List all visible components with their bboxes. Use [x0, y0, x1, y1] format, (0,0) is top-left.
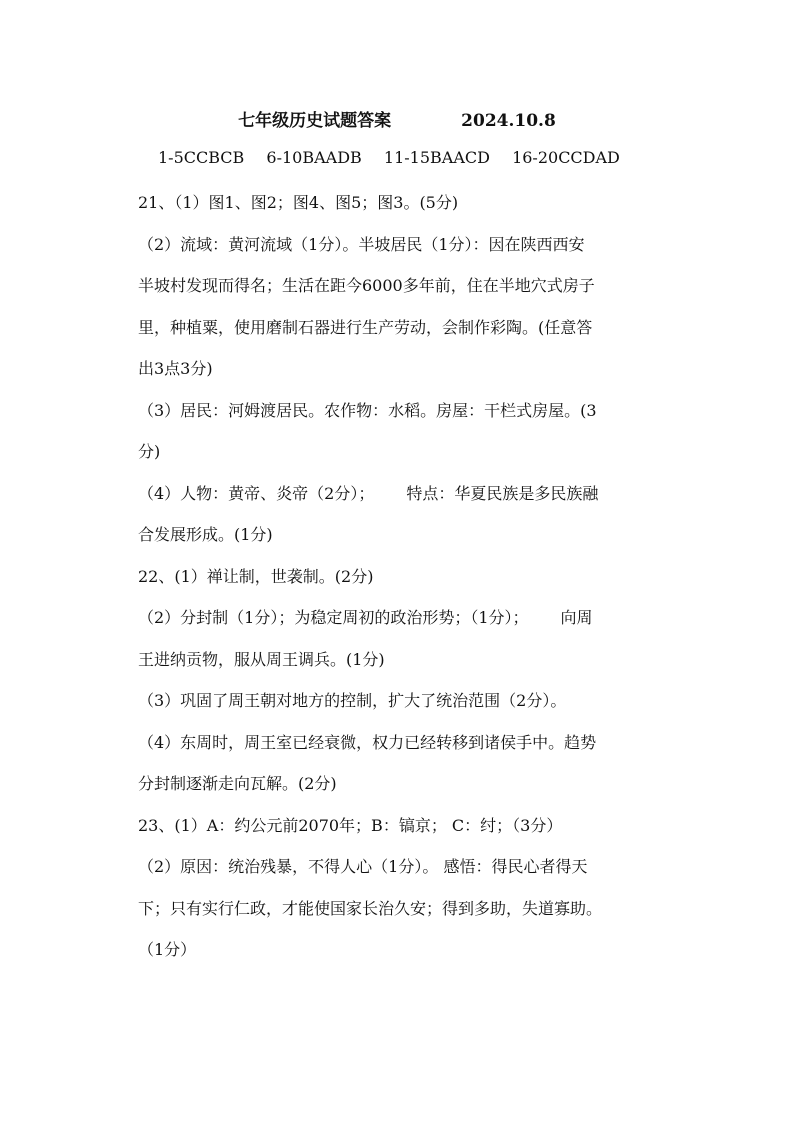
answer-line: 分): [138, 442, 161, 461]
answer-line: （4）东周时，周王室已经衰微，权力已经转移到诸侯手中。趋势: [138, 733, 597, 752]
choice-answer-group: 16-20CCDAD: [512, 148, 620, 167]
choice-answer-group: 1-5CCBCB: [158, 148, 245, 167]
answer-line: （3）居民：河姆渡居民。农作物：水稻。房屋：干栏式房屋。(3: [138, 401, 597, 420]
answer-line: 合发展形成。(1分): [138, 525, 273, 544]
answer-line-tail: 特点：华夏民族是多民族融: [406, 484, 599, 503]
answer-line: 里，种植粟，使用磨制石器进行生产劳动，会制作彩陶。(任意答: [138, 318, 593, 337]
choice-answer-group: 6-10BAADB: [266, 148, 362, 167]
answer-line-head: （2）分封制（1分）；为稳定周初的政治形势；（1分）；: [138, 608, 529, 627]
document-title: [0, 106, 794, 131]
answer-line: 下；只有实行仁政，才能使国家长治久安；得到多助，失道寡助。: [138, 899, 603, 918]
choice-answers: [158, 148, 637, 167]
answer-line: 出3点3分): [138, 359, 213, 378]
choice-answer-group: 11-15BAACD: [383, 148, 490, 167]
answer-line: 23、(1）A：约公元前2070年；B：镐京； C：纣；（3分）: [138, 816, 563, 835]
answer-line: 22、(1）禅让制，世袭制。(2分): [138, 567, 374, 586]
answer-line: （2）流域：黄河流域（1分）。半坡居民（1分）：因在陕西西安: [138, 235, 585, 254]
answer-line: [138, 605, 678, 628]
answer-line: （3）巩固了周王朝对地方的控制，扩大了统治范围（2分）。: [138, 691, 567, 710]
answer-line-head: （4）人物：黄帝、炎帝（2分）；: [138, 484, 375, 503]
title-date: 2024.10.8: [461, 111, 556, 131]
answer-line: 半坡村发现而得名；生活在距今6000多年前，住在半地穴式房子: [138, 276, 595, 295]
answer-line: （2）原因：统治残暴，不得人心（1分）。 感悟：得民心者得天: [138, 857, 588, 876]
answer-line-tail: 向周: [560, 608, 593, 627]
answer-line: 分封制逐渐走向瓦解。(2分): [138, 774, 337, 793]
answer-line: 王进纳贡物，服从周王调兵。(1分): [138, 650, 385, 669]
answer-line: [138, 481, 678, 504]
answer-line: （1分）: [138, 940, 197, 959]
answer-line: 21、（1）图1、图2；图4、图5；图3。(5分): [138, 193, 459, 212]
title-text: 七年级历史试题答案: [238, 111, 392, 131]
